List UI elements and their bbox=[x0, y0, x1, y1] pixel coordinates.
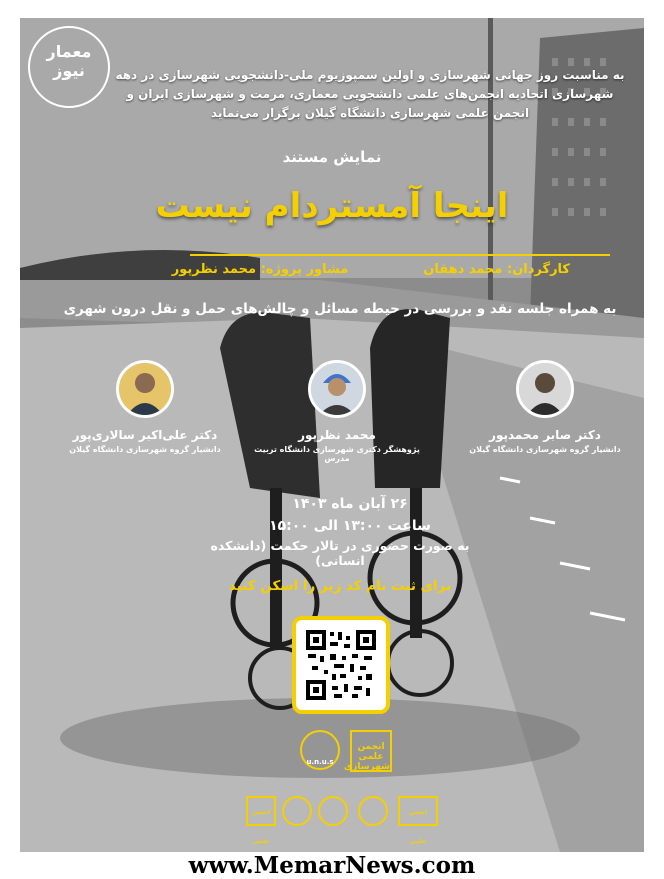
partner-logo bbox=[358, 796, 388, 826]
intro-line: انجمن علمی شهرسازی دانشگاه گیلان برگزار می‌نماید bbox=[210, 106, 530, 120]
event-poster bbox=[20, 18, 644, 852]
logo-text-line1: معمار bbox=[46, 42, 92, 61]
title-divider bbox=[190, 254, 610, 256]
event-subtitle: به همراه جلسه نقد و بررسی در حیطه مسائل و چالش‌های حمل و نقل درون شهری bbox=[63, 301, 617, 317]
partner-logo bbox=[398, 796, 438, 845]
unus-logo bbox=[300, 730, 340, 770]
advisor-credit: مشاور پروژه: محمد نظرپور bbox=[171, 262, 349, 277]
partner-logo-text: انجمن علمی bbox=[251, 809, 271, 845]
partner-logo-text: انجمن علمی bbox=[408, 809, 428, 845]
association-logo-text: انجمن علمی شهرسازی bbox=[343, 742, 390, 772]
qr-code-icon bbox=[304, 628, 378, 702]
speaker-role: دانشیار گروه شهرسازی دانشگاه گیلان bbox=[69, 445, 221, 454]
speaker-role: پژوهشگر دکتری شهرسازی دانشگاه تربیت مدرس bbox=[254, 445, 420, 463]
speaker-photo bbox=[308, 360, 366, 418]
speaker-card bbox=[242, 360, 432, 463]
urban-planning-association-logo bbox=[343, 730, 392, 772]
speaker-card bbox=[50, 360, 240, 454]
logo-text-line2: نیوز bbox=[53, 61, 85, 80]
speaker-name: دکتر صابر محمدپور bbox=[489, 428, 601, 442]
event-date: ۲۶ آبان ماه ۱۴۰۳ bbox=[292, 496, 408, 512]
website-url[interactable]: www.MemarNews.com bbox=[188, 852, 476, 879]
partner-logo bbox=[246, 796, 276, 845]
speaker-name: دکتر علی‌اکبر سالاری‌پور bbox=[72, 428, 218, 442]
intro-line: شهرسازی اتحادیه انجمن‌های علمی دانشجویی معماری، مرمت و شهرسازی ایران و bbox=[126, 87, 614, 101]
partner-logo bbox=[282, 796, 312, 826]
speaker-photo bbox=[516, 360, 574, 418]
director-credit: کارگردان: محمد دهقان bbox=[423, 262, 570, 277]
film-title: اینجا آمستردام نیست bbox=[155, 186, 509, 226]
memar-news-logo bbox=[28, 26, 110, 108]
speaker-role: دانشیار گروه شهرسازی دانشگاه گیلان bbox=[469, 445, 621, 454]
speaker-name: محمد نظرپور bbox=[298, 428, 376, 442]
partner-logo bbox=[318, 796, 348, 826]
intro-text bbox=[110, 66, 630, 123]
event-venue: به صورت حضوری در تالار حکمت (دانشکده انسانی) bbox=[210, 538, 470, 568]
event-type: نمایش مستند bbox=[282, 148, 382, 166]
intro-line: به مناسبت روز جهانی شهرسازی و اولین سمپوزیوم ملی-دانشجویی شهرسازی در دهه bbox=[115, 68, 625, 82]
speaker-card bbox=[450, 360, 640, 454]
register-instruction: برای ثبت نام کد زیر را اسکن کنید bbox=[228, 578, 452, 594]
unus-logo-text: u.n.u.s bbox=[306, 758, 334, 766]
registration-qr-code[interactable] bbox=[292, 616, 390, 714]
event-time: ساعت ۱۳:۰۰ الی ۱۵:۰۰ bbox=[269, 518, 431, 534]
speaker-photo bbox=[116, 360, 174, 418]
